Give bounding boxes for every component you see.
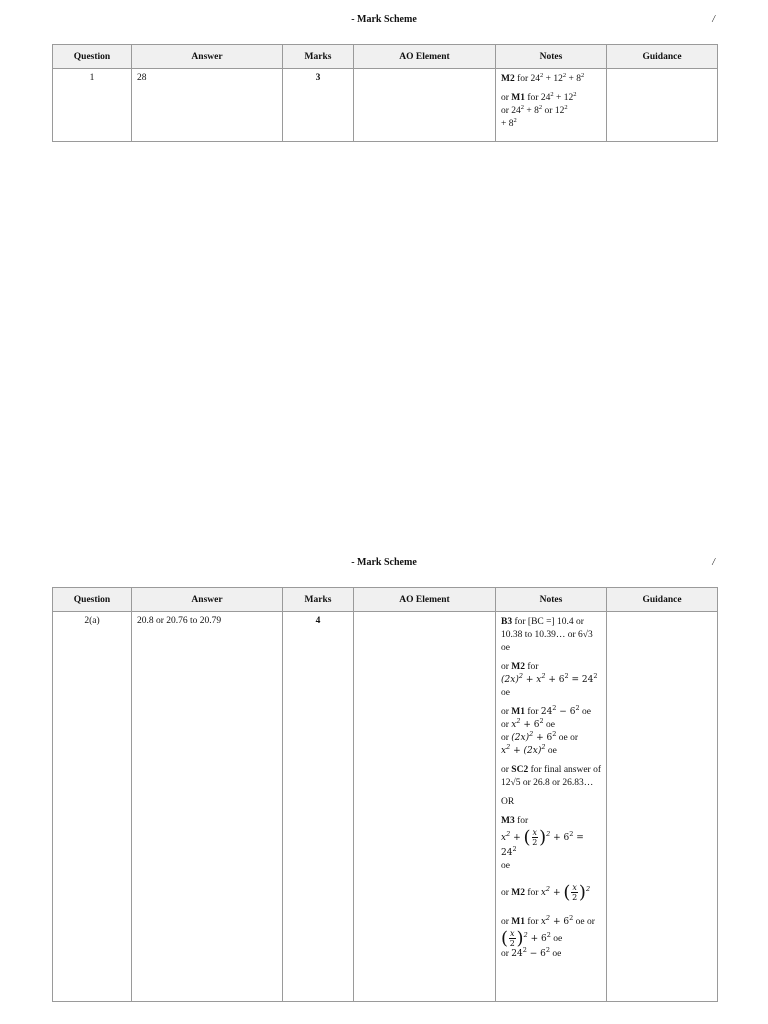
col-marks: Marks — [283, 45, 354, 69]
note-sc2: or SC2 for final answer of 12√5 or 26.8 or 26.83… — [501, 765, 602, 788]
answer-cell: 28 — [132, 69, 283, 142]
note-m1: or M1 for $24^2 + 12^2$ or $24^2 + 8^2$ or $12^2$ + $8^2$ — [501, 90, 577, 129]
page-mark: / — [712, 14, 715, 25]
table-header-row — [53, 45, 718, 69]
note-m1-alt: or M1 for $x^2 + 6^2$ oe or ( $\frac{x}{2}$ )$^2 + 6^2$ oe or $24^2 - 6^2$ oe — [501, 914, 595, 959]
col-marks: Marks — [283, 588, 354, 612]
mark-scheme-table-1 — [52, 44, 718, 142]
table-row — [53, 612, 718, 1002]
notes-cell — [496, 612, 607, 1002]
col-guidance: Guidance — [607, 588, 718, 612]
note-or: OR — [501, 797, 515, 807]
question-number: 2(a) — [53, 612, 132, 1002]
note-m1: or M1 for $24^2 - 6^2$ oe or $x^2 + 6^2$ oe or $(2x)^2 + 6^2$ oe or $x^2 + (2x)^2$ oe — [501, 704, 591, 756]
col-ao-element: AO Element — [354, 45, 496, 69]
ao-element-cell — [354, 69, 496, 142]
col-guidance: Guidance — [607, 45, 718, 69]
table-header-row — [53, 588, 718, 612]
guidance-cell — [607, 69, 718, 142]
col-answer: Answer — [132, 588, 283, 612]
answer-cell: 20.8 or 20.76 to 20.79 — [132, 612, 283, 1002]
notes-cell — [496, 69, 607, 142]
note-m2: M2 for $24^2 + 12^2 + 8^2$ — [501, 71, 585, 84]
note-m2-alt: or M2 for $x^2$ + ( $\frac{x}{2}$ )$^2$ — [501, 882, 591, 903]
note-m2: or M2 for $(2x)^2 + x^2 + 6^2 = 24^2$ oe — [501, 662, 598, 698]
col-question: Question — [53, 45, 132, 69]
page-header: - Mark Scheme — [351, 557, 417, 568]
col-notes: Notes — [496, 45, 607, 69]
marks-cell: 3 — [283, 69, 354, 142]
note-m3: M3 for $x^2$ + ( $\frac{x}{2}$ )$^2 + 6^2 = 24^2$ oe — [501, 816, 584, 871]
marks-cell: 4 — [283, 612, 354, 1002]
col-question: Question — [53, 588, 132, 612]
question-number: 1 — [53, 69, 132, 142]
table-row — [53, 69, 718, 142]
page-header: - Mark Scheme — [351, 14, 417, 25]
page-mark: / — [712, 557, 715, 568]
guidance-cell — [607, 612, 718, 1002]
note-b3: B3 for [BC =] 10.4 or 10.38 to 10.39… or 6√3 oe — [501, 617, 593, 653]
mark-scheme-table-2 — [52, 587, 718, 1002]
ao-element-cell — [354, 612, 496, 1002]
col-ao-element: AO Element — [354, 588, 496, 612]
col-notes: Notes — [496, 588, 607, 612]
col-answer: Answer — [132, 45, 283, 69]
